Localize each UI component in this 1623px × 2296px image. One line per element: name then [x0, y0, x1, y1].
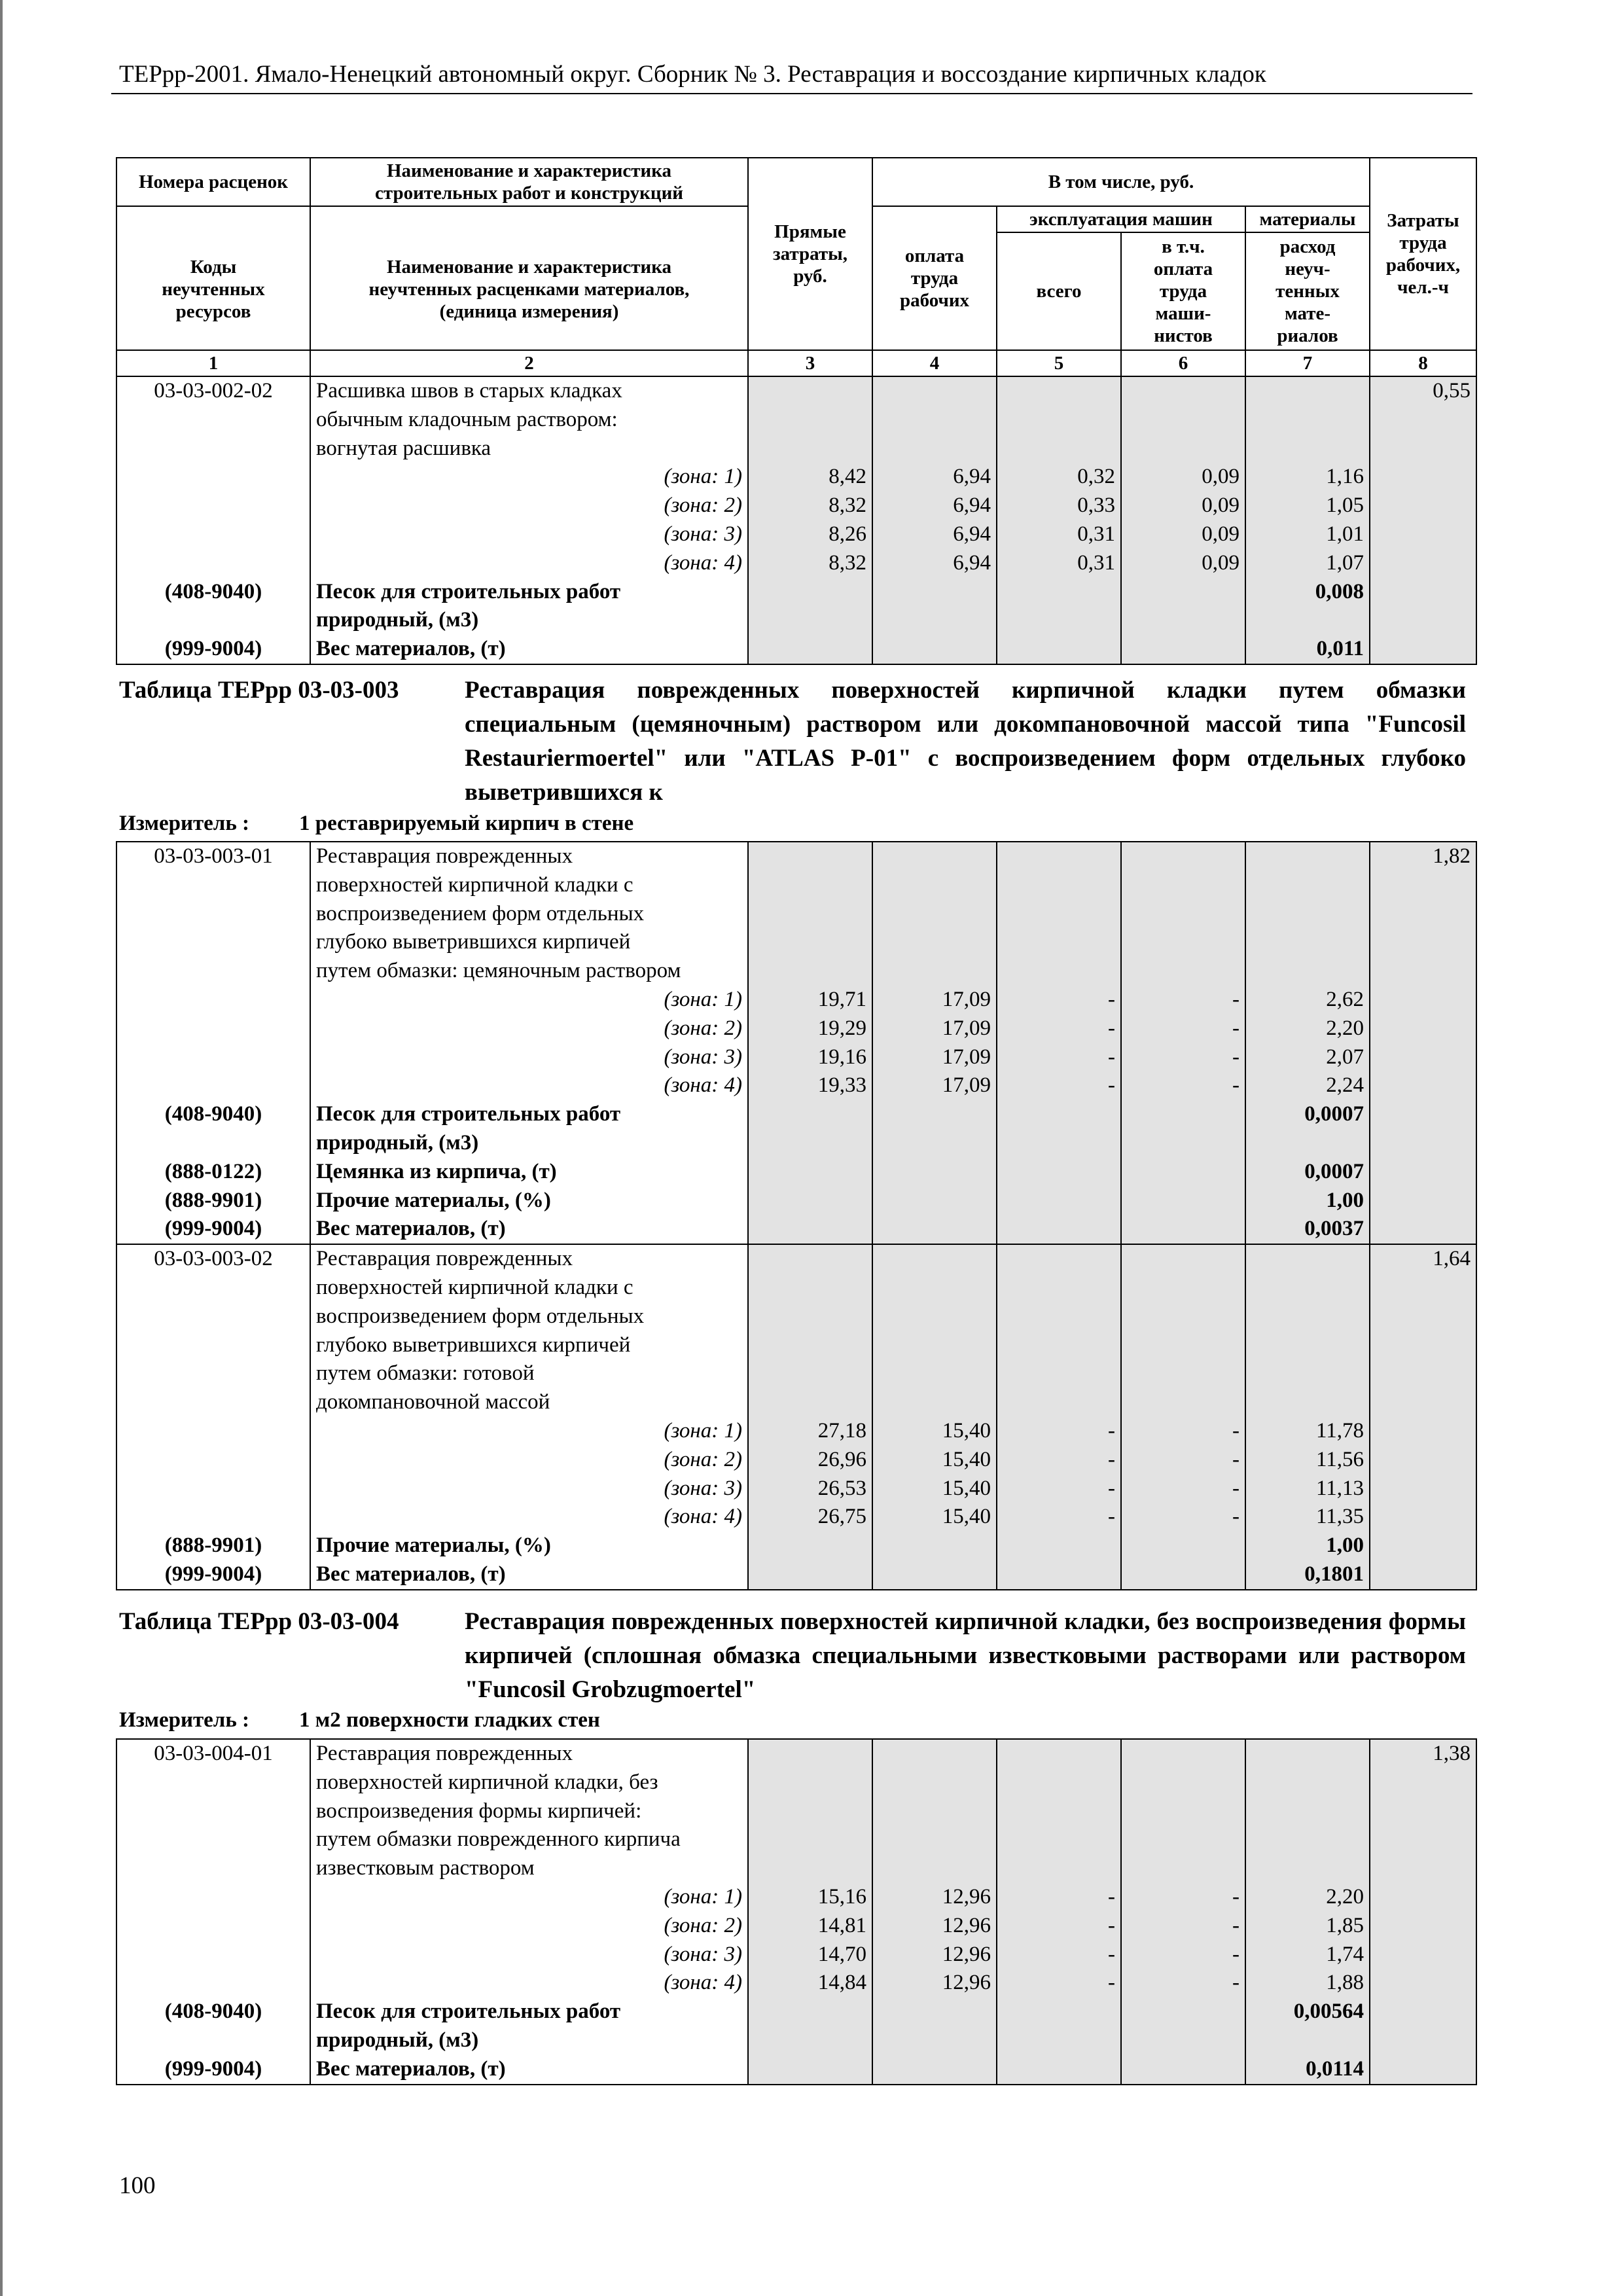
table-code: Таблица ТЕРрр 03-03-003	[119, 677, 399, 704]
rate-row-03-03-004-01	[116, 1739, 1476, 2085]
labor-costs-cell: 1,64	[1370, 1244, 1476, 1590]
direct-costs-cell: 15,16 14,81 14,70 14,84	[748, 1739, 872, 2085]
measure-value: 1 реставрируемый кирпич в стене	[299, 812, 634, 835]
labor-costs-cell: 0,55	[1370, 376, 1476, 664]
labor-costs-cell: 1,38	[1370, 1739, 1476, 2085]
rate-code-cell: 03-03-002-02 (408-9040) (999-9004)	[116, 376, 310, 664]
column-number: 2	[310, 350, 748, 376]
column-number: 6	[1121, 350, 1245, 376]
header-unaccounted-materials: расход неуч- тенных мате- риалов	[1245, 232, 1370, 350]
worker-wages-cell: 17,09 17,09 17,09 17,09	[872, 842, 997, 1244]
measure-label: Измеритель :	[119, 1708, 250, 1732]
measure-value: 1 м2 поверхности гладких стен	[299, 1708, 600, 1732]
measure-unit-line	[119, 812, 633, 836]
header-worker-wages: оплата труда рабочих	[872, 206, 997, 350]
rates-table-03-03-002	[116, 157, 1477, 665]
rate-name-cell: Расшивка швов в старых кладках обычным кладочным раствором: вогнутая расшивка (зона: 1) (зона: 2) (зона: 3) (зона: 4) Песок для строительных работ природный, (м3) Вес материалов, (т)	[310, 376, 748, 664]
machinist-wages-cell: - - - -	[1121, 1739, 1245, 2085]
header-direct-costs: Прямые затраты, руб.	[748, 158, 872, 350]
header-rule	[111, 93, 1472, 94]
rate-name-cell: Реставрация поврежденных поверхностей кирпичной кладки с воспроизведением форм отдельных глубоко выветрившихся кирпичей путем обмазки: готовой докомпановочной массой (зона: 1) (зона: 2) (зона: 3) (зона: 4) Прочие материалы, (%) Вес материалов, (т)	[310, 1244, 748, 1590]
column-number: 5	[997, 350, 1121, 376]
header-including: В том числе, руб.	[872, 158, 1370, 206]
worker-wages-cell: 15,40 15,40 15,40 15,40	[872, 1244, 997, 1590]
header-machinist-wages: в т.ч. оплата труда маши- нистов	[1121, 232, 1245, 350]
rate-row-03-03-003-02	[116, 1244, 1476, 1590]
header-machines-total: всего	[997, 232, 1121, 350]
measure-label: Измеритель :	[119, 812, 250, 835]
header-rate-number: Номера расценок	[116, 158, 310, 206]
header-labor-costs: Затраты труда рабочих, чел.-ч	[1370, 158, 1476, 350]
rate-name-cell: Реставрация поврежденных поверхностей кирпичной кладки, без воспроизведения формы кирпичей: путем обмазки поврежденного кирпича известковым раствором (зона: 1) (зона: 2) (зона: 3) (зона: 4) Песок для строительных работ природный, (м3) Вес материалов, (т)	[310, 1739, 748, 2085]
header-materials: материалы	[1245, 206, 1370, 232]
page-number: 100	[119, 2172, 156, 2199]
direct-costs-cell: 19,71 19,29 19,16 19,33	[748, 842, 872, 1244]
materials-cell: 1,16 1,05 1,01 1,07 0,008 0,011	[1245, 376, 1370, 664]
table-title: Реставрация поврежденных поверхностей кирпичной кладки, без воспроизведения формы кирпичей (сплошная обмазка специальными известковыми растворами или раствором "Funcosil Grobzugmoertel"	[465, 1608, 1466, 1703]
column-number: 7	[1245, 350, 1370, 376]
rate-row-03-03-003-01	[116, 842, 1476, 1244]
materials-cell: 2,20 1,85 1,74 1,88 0,00564 0,0114	[1245, 1739, 1370, 2085]
worker-wages-cell: 6,94 6,94 6,94 6,94	[872, 376, 997, 664]
column-number: 8	[1370, 350, 1476, 376]
rates-table-03-03-004	[116, 1738, 1477, 2085]
rate-code-cell: 03-03-004-01 (408-9040) (999-9004)	[116, 1739, 310, 2085]
materials-cell: 11,78 11,56 11,13 11,35 1,00 0,1801	[1245, 1244, 1370, 1590]
table-title: Реставрация поврежденных поверхностей кирпичной кладки путем обмазки специальным (цемяночным) раствором или докомпановочной массой типа "Funcosil Restauriermoertel" или "ATLAS P-01" с воспроизведением форм отдельных глубоко выветрившихся к	[465, 677, 1466, 806]
header-machine-operation: эксплуатация машин	[997, 206, 1245, 232]
table-code: Таблица ТЕРрр 03-03-004	[119, 1608, 399, 1635]
machines-cell: 0,32 0,33 0,31 0,31	[997, 376, 1121, 664]
rates-table-03-03-003	[116, 841, 1477, 1590]
column-number: 1	[116, 350, 310, 376]
machines-cell: - - - -	[997, 1739, 1121, 2085]
worker-wages-cell: 12,96 12,96 12,96 12,96	[872, 1739, 997, 2085]
header-work-name: Наименование и характеристика строительных работ и конструкций	[310, 158, 748, 206]
rate-code-cell: 03-03-003-01 (408-9040) (888-0122) (888-9901) (999-9004)	[116, 842, 310, 1244]
column-number: 3	[748, 350, 872, 376]
machines-cell: - - - -	[997, 1244, 1121, 1590]
running-header: ТЕРрр-2001. Ямало-Ненецкий автономный округ. Сборник № 3. Реставрация и воссоздание кирпичных кладок	[119, 61, 1266, 88]
rate-name-cell: Реставрация поврежденных поверхностей кирпичной кладки с воспроизведением форм отдельных глубоко выветрившихся кирпичей путем обмазки: цемяночным раствором (зона: 1) (зона: 2) (зона: 3) (зона: 4) Песок для строительных работ природный, (м3) Цемянка из кирпича, (т) Прочие материалы, (%) Вес материалов, (т)	[310, 842, 748, 1244]
rate-row-03-03-002-02	[116, 376, 1476, 664]
machinist-wages-cell: - - - -	[1121, 842, 1245, 1244]
header-resource-codes: Коды неучтенных ресурсов	[116, 206, 310, 350]
measure-unit-line	[119, 1708, 600, 1732]
rate-code-cell: 03-03-003-02 (888-9901) (999-9004)	[116, 1244, 310, 1590]
page-edge-line	[0, 0, 3, 2296]
machinist-wages-cell: 0,09 0,09 0,09 0,09	[1121, 376, 1245, 664]
labor-costs-cell: 1,82	[1370, 842, 1476, 1244]
machines-cell: - - - -	[997, 842, 1121, 1244]
machinist-wages-cell: - - - -	[1121, 1244, 1245, 1590]
direct-costs-cell: 8,42 8,32 8,26 8,32	[748, 376, 872, 664]
column-number: 4	[872, 350, 997, 376]
materials-cell: 2,62 2,20 2,07 2,24 0,0007 0,0007 1,00 0,0037	[1245, 842, 1370, 1244]
direct-costs-cell: 27,18 26,96 26,53 26,75	[748, 1244, 872, 1590]
header-material-name: Наименование и характеристика неучтенных расценками материалов, (единица измерения)	[310, 206, 748, 350]
